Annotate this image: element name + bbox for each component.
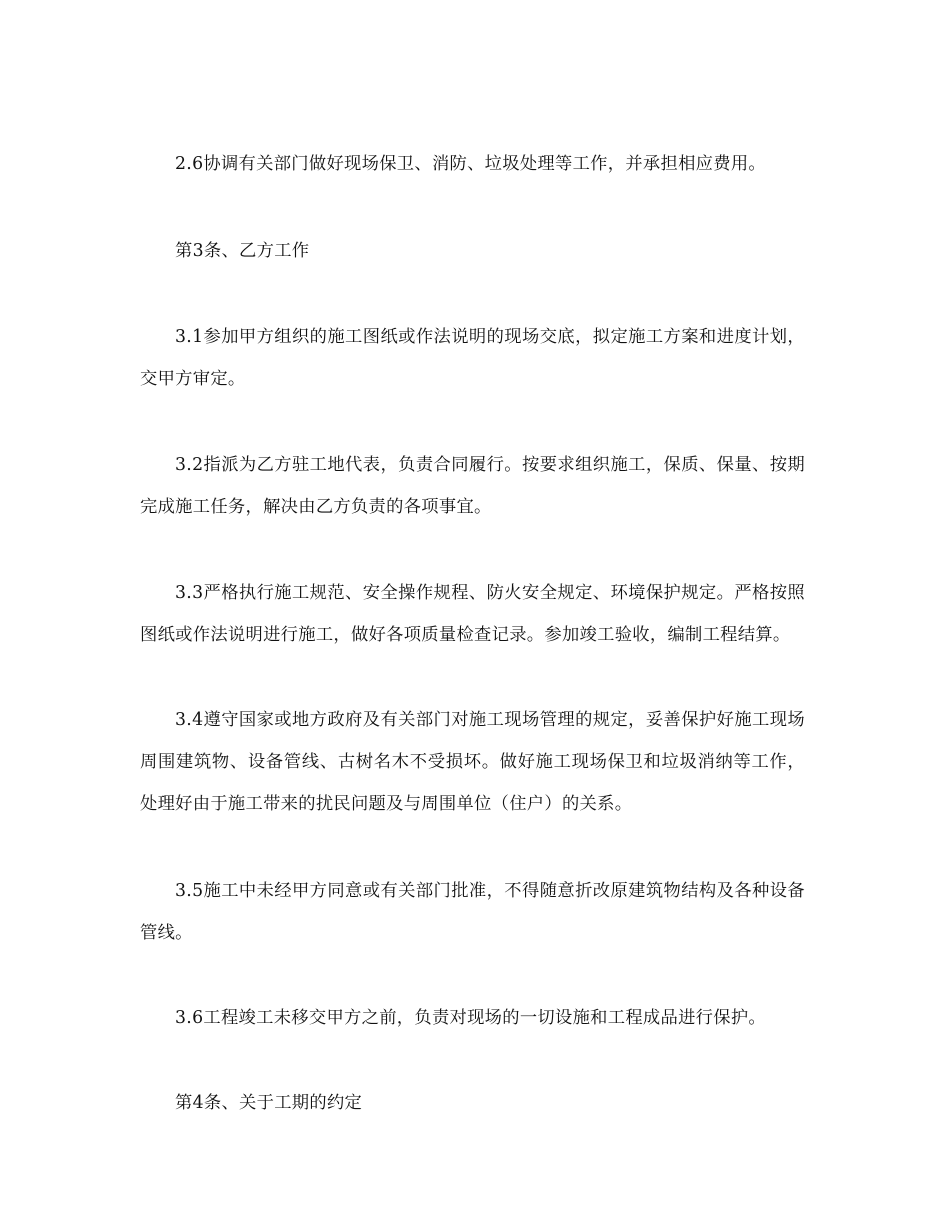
paragraph-3-5: 3.5施工中未经甲方同意或有关部门批准，不得随意折改原建筑物结构及各种设备管线。 [140, 881, 805, 943]
heading-article-3: 第3条、乙方工作 [175, 241, 310, 261]
paragraph-3-4: 3.4遵守国家或地方政府及有关部门对施工现场管理的规定，妥善保护好施工现场周围建筑物、设备管线、古树名木不受损坏。做好施工现场保卫和垃圾消纳等工作，处理好由于施工带来的扰民问题及与周围单位（住户）的关系。 [140, 710, 805, 814]
paragraph-2-6: 2.6协调有关部门做好现场保卫、消防、垃圾处理等工作，并承担相应费用。 [175, 154, 766, 174]
paragraph-3-2: 3.2指派为乙方驻工地代表，负责合同履行。按要求组织施工，保质、保量、按期完成施工任务，解决由乙方负责的各项事宜。 [140, 455, 805, 517]
heading-article-4: 第4条、关于工期的约定 [175, 1093, 363, 1113]
paragraph-3-3: 3.3严格执行施工规范、安全操作规程、防火安全规定、环境保护规定。严格按照图纸或作法说明进行施工，做好各项质量检查记录。参加竣工验收，编制工程结算。 [140, 583, 805, 645]
paragraph-3-6: 3.6工程竣工未移交甲方之前，负责对现场的一切设施和工程成品进行保护。 [175, 1008, 766, 1028]
paragraph-3-1: 3.1参加甲方组织的施工图纸或作法说明的现场交底，拟定施工方案和进度计划，交甲方审定。 [140, 327, 805, 389]
